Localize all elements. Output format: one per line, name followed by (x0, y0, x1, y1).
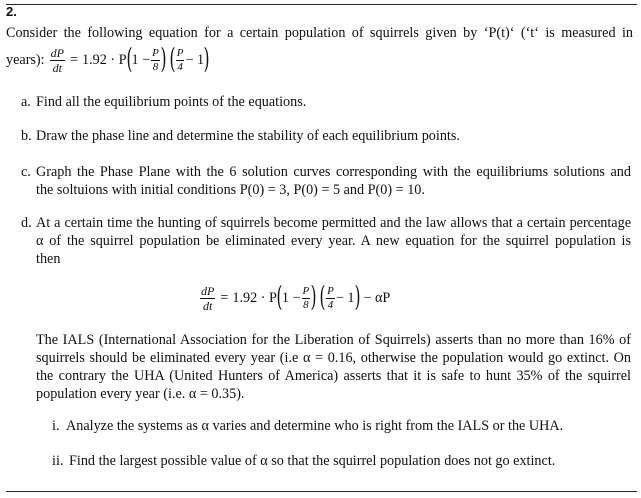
eq1-paren-close-1: ) (160, 42, 167, 75)
part-d (21, 214, 631, 268)
eq2-minus-one: − 1 (335, 289, 355, 306)
eq1-term1-fraction (151, 48, 160, 73)
eq2-one-minus: 1 − (281, 289, 301, 306)
part-b-text: Draw the phase line and determine the stability of each equilibrium points. (36, 128, 460, 144)
eq2-equals: = (220, 289, 229, 306)
eq2-t1-num: P (302, 284, 310, 297)
equation-2 (199, 277, 390, 319)
part-a-text: Find all the equilibrium points of the equations. (36, 94, 307, 110)
eq1-equals: = (69, 51, 78, 68)
part-a-label: a. (21, 94, 31, 110)
equation-line-1 (6, 40, 209, 80)
paragraph-line3: the contrary the UHA (United Hunters of America) asserts that it is safe to hunt 35% of the squirrel (36, 368, 631, 384)
eq2-tail: − αP (363, 289, 391, 306)
eq1-paren-close-2: ) (203, 42, 210, 75)
part-d-line1: At a certain time the hunting of squirrels become permitted and the law allows that a certain percentage (36, 215, 631, 231)
equation-1 (49, 42, 210, 75)
subpart-ii (52, 452, 632, 470)
ials-uha-paragraph (36, 331, 631, 403)
eq2-lhs-num: dP (201, 283, 215, 298)
eq1-coef: 1.92 · P (81, 51, 127, 68)
paragraph-line4: population every year (i.e. α = 0.35). (36, 386, 245, 402)
eq2-t2-den: 4 (327, 298, 334, 311)
eq1-minus-one: − 1 (185, 51, 205, 68)
eq1-one-minus: 1 − (131, 51, 151, 68)
subpart-i-label: i. (52, 418, 60, 434)
paragraph-line2: squirrels should be eliminated every year (i.e α = 0.16, otherwise the population would go extinct. On (36, 350, 631, 366)
eq2-paren-close-2: ) (353, 280, 360, 313)
part-d-label: d. (21, 215, 32, 231)
eq2-lhs-den: dt (203, 298, 213, 313)
eq2-paren-open-1: ( (276, 280, 283, 313)
eq2-coef: 1.92 · P (232, 289, 277, 306)
eq2-term1-fraction (302, 286, 311, 311)
part-d-line2: α of the squirrel population be eliminated every year. A new equation for the squirrel population is (36, 233, 631, 249)
subpart-ii-label: ii. (52, 453, 64, 469)
part-c-line2: the soltuions with initial conditions P(0) = 3, P(0) = 5 and P(0) = 10. (36, 182, 425, 198)
eq1-paren-open-1: ( (125, 42, 132, 75)
eq1-lhs-num: dP (50, 45, 64, 60)
bottom-rule (6, 491, 637, 492)
paragraph-line1: The IALS (International Association for the Liberation of Squirrels) asserts than no more than 16% of (36, 332, 631, 348)
intro-prefix: years): (6, 51, 45, 68)
eq1-t2-num: P (176, 46, 184, 59)
subpart-ii-text: Find the largest possible value of α so that the squirrel population does not go extinct. (69, 453, 556, 469)
eq2-lhs-fraction (200, 285, 215, 312)
eq2-t1-den: 8 (303, 298, 309, 311)
part-d-line3: then (36, 251, 61, 267)
eq1-t2-den: 4 (177, 60, 183, 73)
eq1-paren-open-2: ( (169, 42, 176, 75)
top-rule (6, 4, 637, 5)
question-number: 2. (6, 4, 17, 19)
eq1-lhs-fraction (50, 47, 65, 74)
part-b-label: b. (21, 128, 32, 144)
eq2-t2-num: P (327, 284, 334, 297)
eq2-term2-fraction (326, 286, 335, 311)
part-c-label: c. (21, 164, 31, 180)
question-intro: Consider the following equation for a certain population of squirrels given by ‘P(t)‘ (‘t‘ is measured in (6, 25, 633, 41)
eq1-term2-fraction (176, 48, 185, 73)
eq1-t1-den: 8 (152, 60, 159, 73)
eq2-paren-close-1: ) (310, 280, 317, 313)
part-c (21, 163, 631, 199)
eq1-t1-num: P (152, 46, 159, 59)
eq1-lhs-den: dt (52, 60, 62, 75)
part-c-line1: Graph the Phase Plane with the 6 solution curves corresponding with the equilibriums solutions and (36, 164, 631, 180)
subpart-i-text: Analyze the systems as α varies and determine who is right from the IALS or the UHA. (66, 418, 564, 434)
subpart-i (52, 417, 632, 435)
eq2-paren-open-2: ( (319, 280, 326, 313)
part-b (21, 127, 631, 145)
part-a (21, 93, 631, 111)
